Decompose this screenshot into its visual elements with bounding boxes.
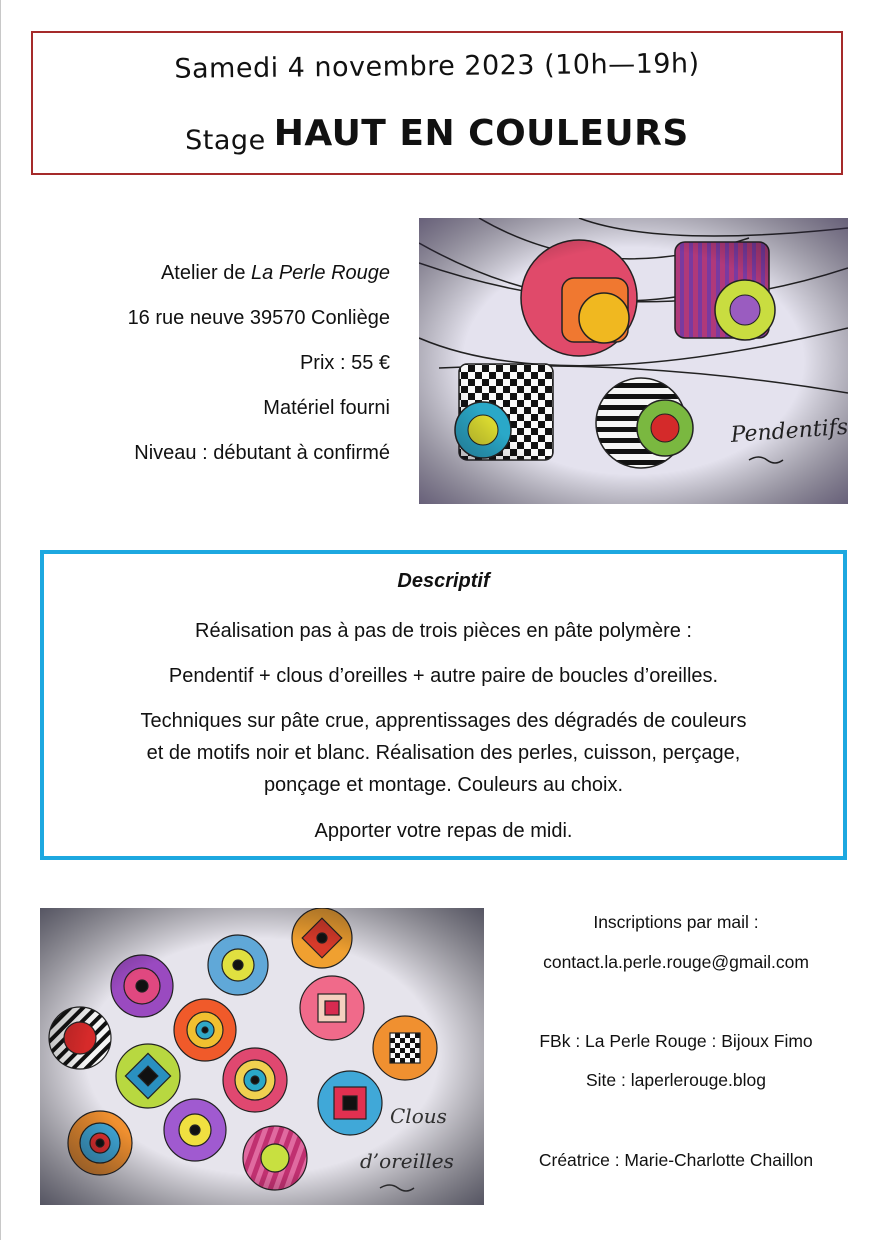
description-p3-line2: et de motifs noir et blanc. Réalisation des perles, cuisson, perçage, bbox=[146, 742, 741, 764]
info-block bbox=[40, 258, 390, 483]
atelier-name: La Perle Rouge bbox=[251, 262, 390, 284]
title-text: HAUT EN COULEURS bbox=[273, 113, 689, 154]
earrings-photo bbox=[40, 908, 484, 1205]
inscriptions-label: Inscriptions par mail : bbox=[593, 912, 759, 932]
atelier-line bbox=[40, 258, 390, 303]
site-line[interactable]: Site : laperlerouge.blog bbox=[586, 1070, 766, 1090]
description-p1: Réalisation pas à pas de trois pièces en pâte polymère : bbox=[195, 620, 692, 642]
title-prefix: Stage bbox=[185, 125, 266, 156]
description-p3-line3: ponçage et montage. Couleurs au choix. bbox=[263, 774, 624, 796]
contact-email[interactable]: contact.la.perle.rouge@gmail.com bbox=[543, 952, 809, 972]
address-line: 16 rue neuve 39570 Conliège bbox=[127, 307, 390, 329]
creator-line: Créatrice : Marie-Charlotte Chaillon bbox=[538, 1150, 814, 1170]
event-date: Samedi 4 novembre 2023 (10h—19h) bbox=[174, 48, 700, 85]
description-title: Descriptif bbox=[397, 570, 490, 592]
facebook-line: FBk : La Perle Rouge : Bijoux Fimo bbox=[539, 1031, 813, 1051]
pendants-photo bbox=[419, 218, 848, 504]
description-p3-line1: Techniques sur pâte crue, apprentissages des dégradés de couleurs bbox=[140, 710, 747, 732]
description-box bbox=[40, 550, 847, 860]
event-title bbox=[33, 113, 841, 156]
atelier-prefix: Atelier de bbox=[160, 262, 252, 284]
description-p4: Apporter votre repas de midi. bbox=[314, 820, 573, 842]
description-p3 bbox=[54, 705, 833, 801]
header-box bbox=[31, 31, 843, 175]
page-edge bbox=[0, 0, 1, 1240]
description-p2: Pendentif + clous d’oreilles + autre paire de boucles d’oreilles. bbox=[168, 665, 719, 687]
material-line: Matériel fourni bbox=[263, 397, 390, 419]
price-line: Prix : 55 € bbox=[299, 352, 390, 374]
level-line: Niveau : débutant à confirmé bbox=[134, 442, 390, 464]
